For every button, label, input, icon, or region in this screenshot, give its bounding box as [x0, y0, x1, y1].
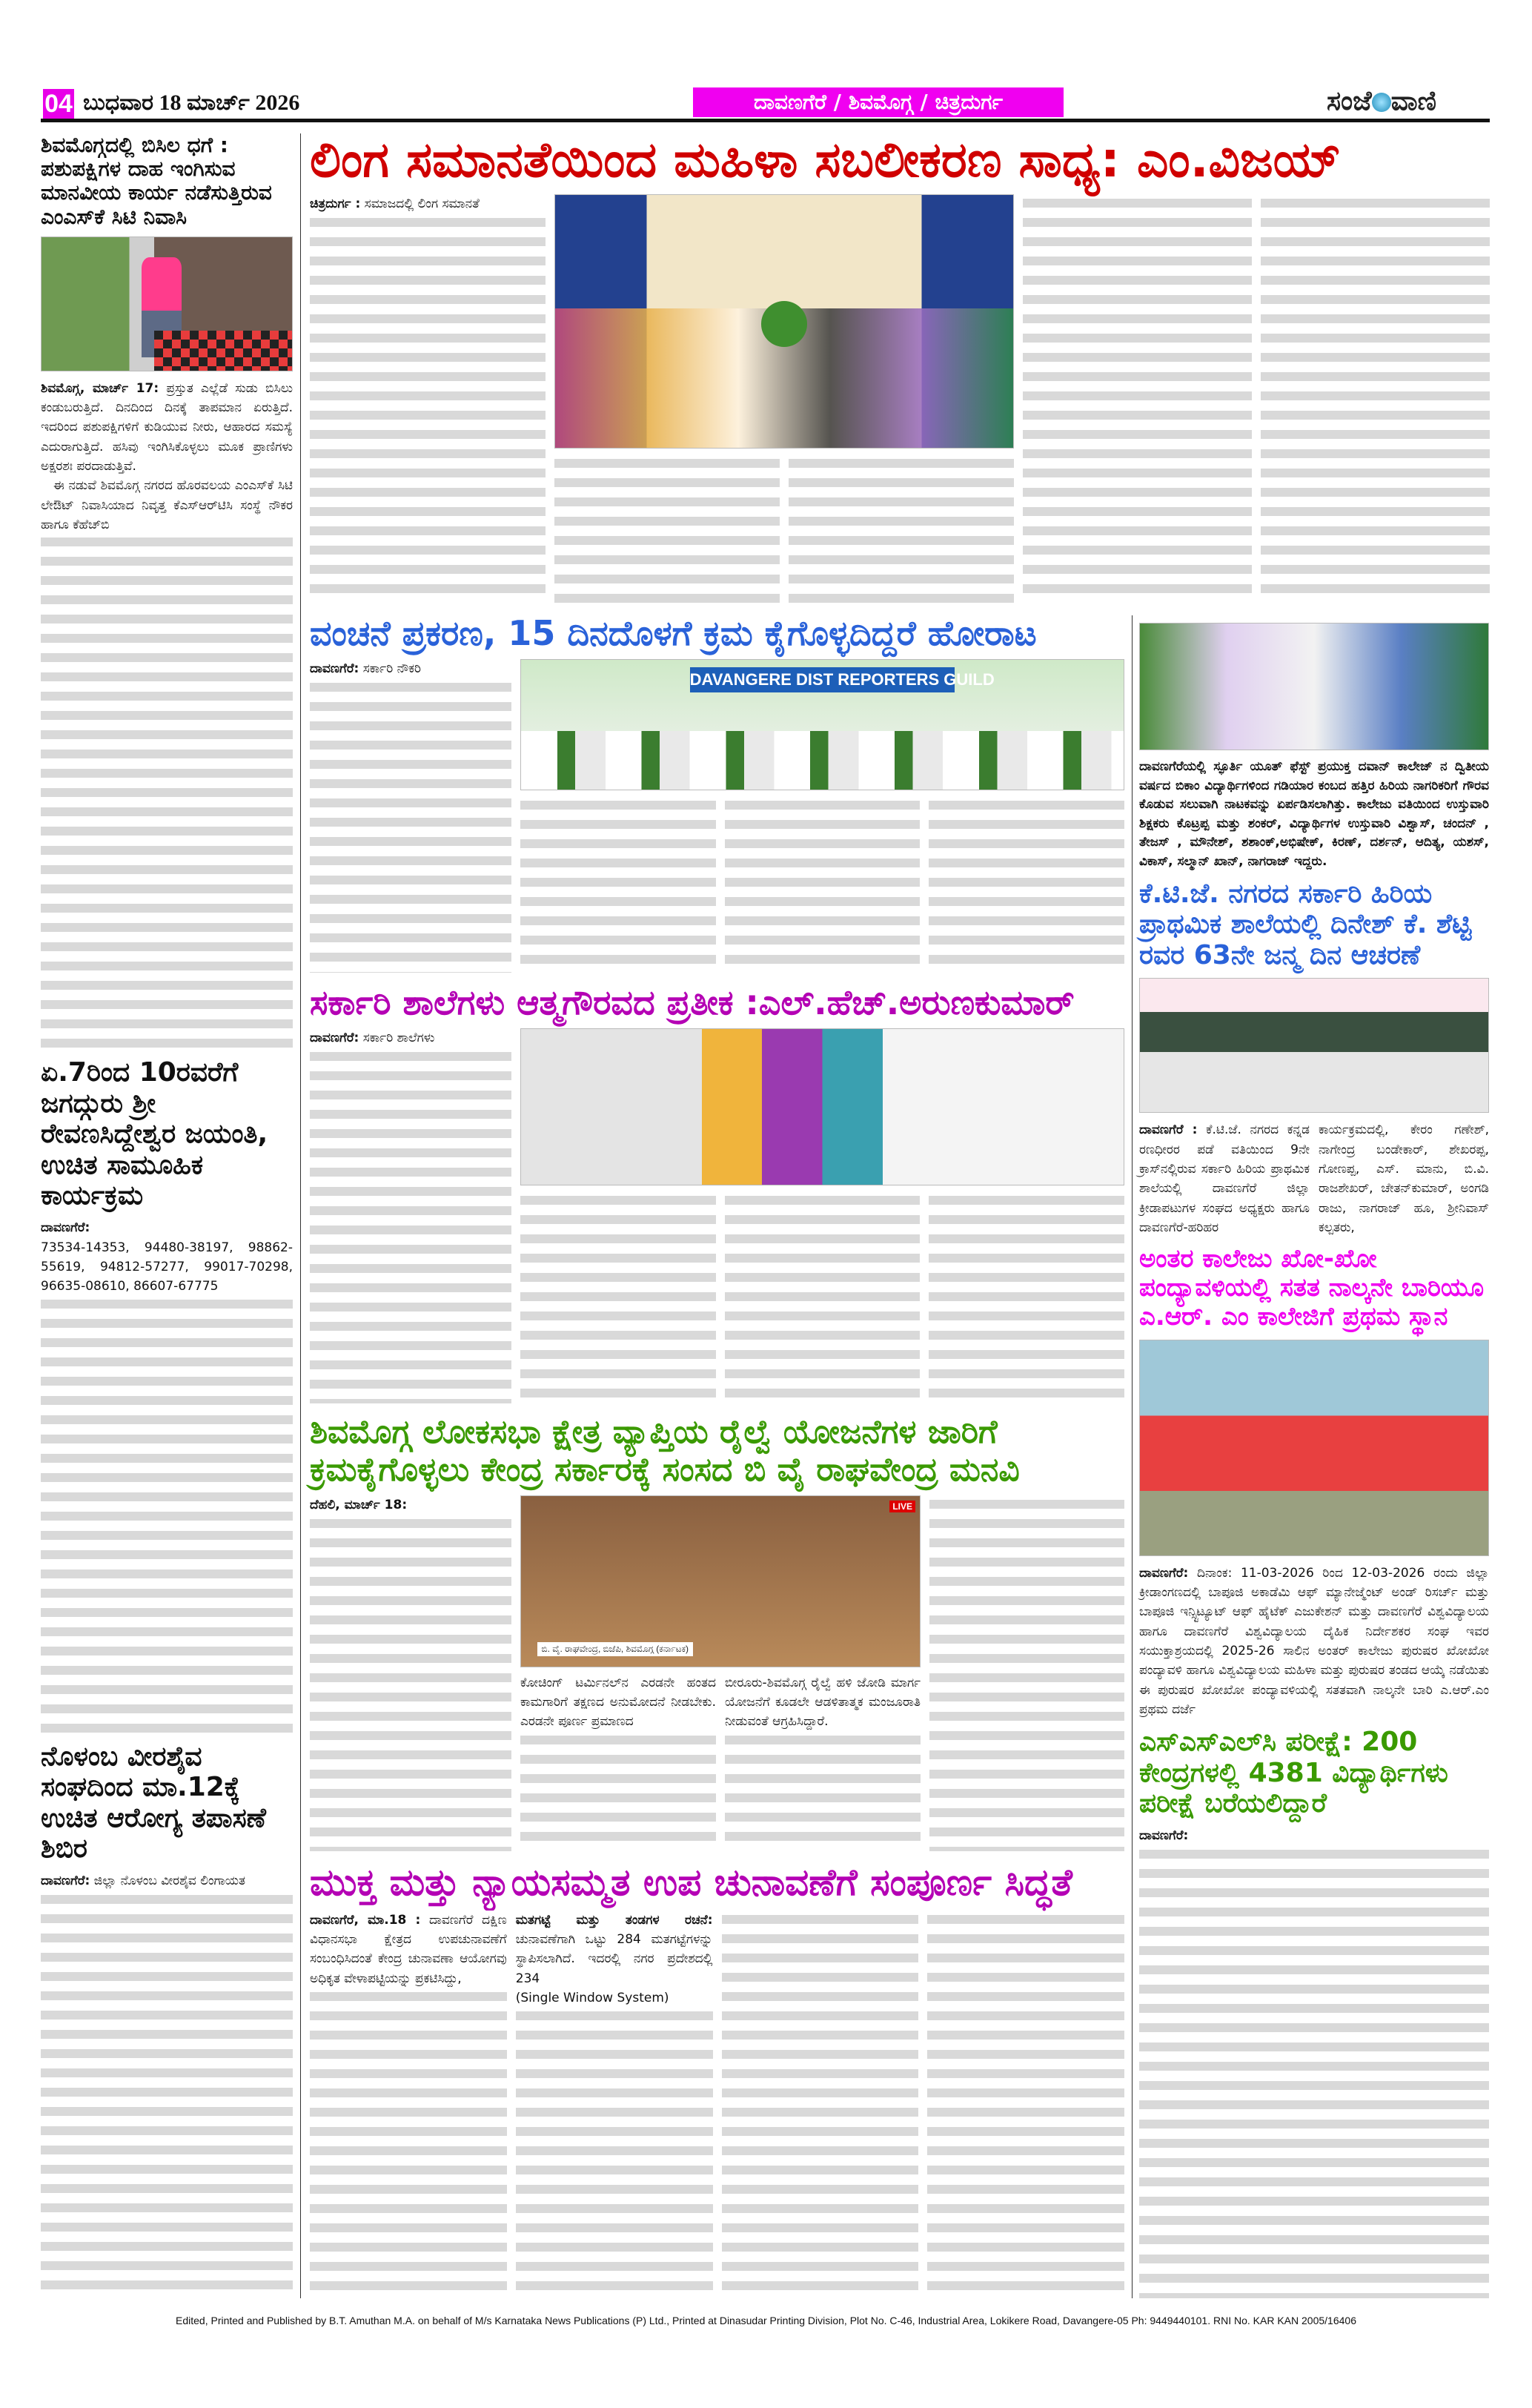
nolamba-body	[41, 1871, 293, 2298]
railway-parliament-photo	[520, 1495, 921, 1667]
dateline: ದಾವಣಗೆರೆ:	[41, 1220, 90, 1236]
railway-headline: ಶಿವಮೊಗ್ಗ ಲೋಕಸಭಾ ಕ್ಷೇತ್ರ ವ್ಯಾಪ್ತಿಯ ರೈಲ್ವೆ ಯೋಜನೆಗಳ ಜಾರಿಗೆ ಕ್ರಮಕೈಗೊಳ್ಳಲು ಕೇಂದ್ರ ಸರ್ಕಾರಕ್ಕೆ ಸಂಸದ ಬಿ ವೈ ರಾಘವೇಂದ್ರ ಮನವಿ	[310, 1413, 1020, 1489]
schools-body-col3	[725, 1191, 921, 1403]
dateline: ದಾವಣಗೆರೆ :	[1139, 1122, 1198, 1138]
right-column	[1139, 623, 1489, 2298]
body-text: ಸರ್ಕಾರಿ ನೌಕರಿ	[362, 661, 421, 676]
schools-body-col2	[520, 1191, 716, 1403]
khokho-team-photo	[1139, 1340, 1489, 1556]
fraud-body-col4	[929, 796, 1124, 973]
schools-body-col1	[310, 1028, 511, 1403]
dateline: ಚಿತ್ರದುರ್ಗ :	[310, 196, 361, 211]
globe-icon	[1372, 93, 1391, 112]
main-headline: ಲಿಂಗ ಸಮಾನತೆಯಿಂದ ಮಹಿಳಾ ಸಬಲೀಕರಣ ಸಾಧ್ಯ: ಎಂ.ವಿಜಯ್	[310, 131, 1342, 188]
khokho-body	[1139, 1564, 1489, 1720]
newspaper-logo	[1327, 86, 1436, 117]
body-text: ದಿನಾಂಕ: 11-03-2026 ರಿಂದ 12-03-2026 ರಂದು ಜಿಲ್ಲಾ ಕ್ರೀಡಾಂಗಣದಲ್ಲಿ ಬಾಪೂಜಿ ಅಕಾಡೆಮಿ ಆಫ್ ಮ್ಯಾನೇಜ್ಮೆಂಟ್ ಅಂಡ್ ರಿಸರ್ಚ್ ಮತ್ತು ಬಾಪೂಜಿ ಇನ್ಸ್ಟಿಟ್ಯೂಟ್ ಆಫ್ ಹೈಟೆಕ್ ಎಜುಕೇಶನ್ ಮತ್ತು ದಾವಣಗೆರೆ ವಿಶ್ವವಿದ್ಯಾಲಯ ಹಾಗೂ ದಾವಣಗೆರೆ ವಿಶ್ವವಿದ್ಯಾಲಯ ದೈಹಿಕ ನಿರ್ದೇಶಕರ ಸಂಘ ಇವರ ಸಯುಕ್ತಾಶ್ರಯದಲ್ಲಿ 2025-26 ಸಾಲಿನ ಅಂತರ್ ಕಾಲೇಜು ಪುರುಷರ ಖೋಖೋ ಪಂದ್ಯಾವಳಿ ಹಾಗೂ ವಿಶ್ವವಿದ್ಯಾಲಯ ಮಹಿಳಾ ಮತ್ತು ಪುರುಷರ ತಂಡದ ಆಯ್ಕೆ ನಡೆಯಿತು ಈ ಪುರುಷರ ಖೋಖೋ ಪಂದ್ಯಾವಳಿಯಲ್ಲಿ ಸತತವಾಗಿ ನಾಲ್ಕನೇ ಬಾರಿ ಎ.ಆರ್.ಎಂ ಪ್ರಥಮ ದರ್ಜೆ	[1139, 1565, 1489, 1717]
revana-headline: ಏ.7ರಿಂದ 10ರವರೆಗೆ ಜಗದ್ಗುರು ಶ್ರೀ ರೇವಣಸಿದ್ದೇಶ್ವರ ಜಯಂತಿ, ಉಚಿತ ಸಾಮೂಹಿಕ ಕಾರ್ಯಕ್ರಮ	[41, 1057, 268, 1211]
fraud-story	[310, 614, 1124, 973]
fraud-body-col2	[520, 796, 716, 973]
ktj-body-col2	[1319, 1120, 1489, 1237]
sslc-headline: ಎಸ್‌ಎಸ್‌ಎಲ್‌ಸಿ ಪರೀಕ್ಷೆ: 200 ಕೇಂದ್ರಗಳಲ್ಲಿ 4381 ವಿದ್ಯಾರ್ಥಿಗಳು ಪರೀಕ್ಷೆ ಬರೆಯಲಿದ್ದಾರೆ	[1139, 1727, 1448, 1819]
body-text: ಪ್ರಸ್ತುತ ಎಲ್ಲೆಡೆ ಸುಡು ಬಿಸಿಲು ಕಂಡುಬರುತ್ತಿದೆ. ದಿನದಿಂದ ದಿನಕ್ಕೆ ತಾಪಮಾನ ಏರುತ್ತಿದೆ. ಇದರಿಂದ ಪಶುಪಕ್ಷಿಗಳಿಗೆ ಕುಡಿಯುವ ನೀರು, ಆಹಾರದ ಸಮಸ್ಯೆ ಎದುರಾಗುತ್ತಿದೆ. ಹಸಿವು ಇಂಗಿಸಿಕೊಳ್ಳಲು ಮೂಕ ಪ್ರಾಣಿಗಳು ಅಕ್ಷರಶಃ ಪರದಾಡುತ್ತಿವೆ.	[41, 380, 293, 474]
election-headline: ಮುಕ್ತ ಮತ್ತು ನ್ಯಾಯಸಮ್ಮತ ಉಪ ಚುನಾವಣೆಗೆ ಸಂಪೂರ್ಣ ಸಿದ್ಧತೆ	[310, 1861, 1072, 1905]
ktj-headline: ಕೆ.ಟಿ.ಜೆ. ನಗರದ ಸರ್ಕಾರಿ ಹಿರಿಯ ಪ್ರಾಥಮಿಕ ಶಾಲೆಯಲ್ಲಿ ದಿನೇಶ್ ಕೆ. ಶೆಟ್ಟಿ ರವರ 63ನೇ ಜನ್ಮ ದಿನ ಆಚರಣೆ	[1139, 879, 1472, 970]
body-text: ಸಮಾಜದಲ್ಲಿ ಲಿಂಗ ಸಮಾನತೆ	[364, 196, 480, 211]
imprint-footer: Edited, Printed and Published by B.T. Amuthan M.A. on behalf of M/s Karnataka News Publications (P) Ltd., Printed at Dinasudar Printing Division, Plot No. C-46, Industrial Area, Lokikere Road, Davangere-05 Ph: 9449440101. RNI No. KAR KAN 2005/16406	[176, 2315, 1356, 2326]
main-story	[310, 132, 1490, 603]
issue-date: ಬುಧವಾರ 18 ಮಾರ್ಚ್ 2026	[83, 90, 300, 115]
body-text: ಈ ನಡುವೆ ಶಿವಮೊಗ್ಗ ನಗರದ ಹೊರವಲಯ ಎಂಎಸ್‌ಕೆ ಸಿಟಿ ಲೇಔಟ್ ನಿವಾಸಿಯಾದ ನಿವೃತ್ತ ಕೆಎಸ್‌ಆರ್‌ಟಿಸಿ ಸಂಸ್ಥೆ ನೌಕರ ಹಾಗೂ ಕೆಹೆಚ್‌ಬಿ	[41, 478, 293, 533]
main-story-photo	[554, 194, 1014, 449]
middle-column	[310, 614, 1124, 2298]
dateline: ದೆಹಲಿ, ಮಾರ್ಚ್ 18:	[310, 1497, 408, 1512]
body-text: ಕೋಚಿಂಗ್ ಟರ್ಮಿನಲ್‌ನ ಎರಡನೇ ಹಂತದ ಕಾಮಗಾರಿಗೆ ತಕ್ಷಣದ ಅನುಮೋದನೆ ನೀಡಬೇಕು. ಎರಡನೇ ಪೂರ್ಣ ಪ್ರಮಾಣದ	[520, 1673, 716, 1732]
fraud-body-col1	[310, 659, 511, 973]
guild-banner: DAVANGERE DIST REPORTERS GUILD	[690, 667, 955, 692]
election-body-col1	[310, 1911, 507, 2298]
schools-story	[310, 983, 1124, 1403]
railway-body-col4	[929, 1495, 1124, 1852]
body-text: ಜಿಲ್ಲಾ ನೊಳಂಬ ವೀರಶೈವ ಲಿಂಗಾಯತ	[93, 1873, 245, 1889]
header-divider	[41, 119, 1490, 122]
election-body-col2	[516, 1911, 713, 2298]
revana-body	[41, 1218, 293, 1734]
body-text: ಬೀರೂರು-ಶಿವಮೊಗ್ಗ ರೈಲ್ವೆ ಹಳಿ ಜೋಡಿ ಮಾರ್ಗ ಯೋಜನೆಗೆ ಕೂಡಲೇ ಆಡಳಿತಾತ್ಮಕ ಮಂಜೂರಾತಿ ನೀಡುವಂತೆ ಆಗ್ರಹಿಸಿದ್ದಾರೆ.	[725, 1673, 921, 1732]
subheading: ಮತಗಟ್ಟೆ ಮತ್ತು ತಂಡಗಳ ರಚನೆ:	[515, 1912, 713, 1928]
sslc-body	[1139, 1826, 1489, 2298]
ktj-body-col1	[1139, 1120, 1310, 1237]
ktj-event-photo	[1139, 978, 1489, 1113]
column-divider	[1132, 615, 1133, 2298]
body-text: ಕೆ.ಟಿ.ಜೆ. ನಗರದ ಕನ್ನಡ ರಣಧೀರರ ಪಡೆ ವತಿಯಿಂದ 9ನೇ ಕ್ರಾಸ್‌ನಲ್ಲಿರುವ ಸರ್ಕಾರಿ ಹಿರಿಯ ಪ್ರಾಥಮಿಕ ಶಾಲೆಯಲ್ಲಿ ದಾವಣಗೆರೆ ಜಿಲ್ಲಾ ಕ್ರೀಡಾಪಟುಗಳ ಸಂಘದ ಅಧ್ಯಕ್ಷರು ಹಾಗೂ ದಾವಣಗೆರೆ-ಹರಿಹರ	[1139, 1122, 1310, 1235]
dateline: ದಾವಣಗೆರೆ:	[1139, 1828, 1189, 1844]
fraud-body-col3	[725, 796, 921, 973]
main-body-col2	[554, 454, 780, 603]
live-badge: LIVE	[889, 1501, 915, 1512]
body-text: ಸರ್ಕಾರಿ ಶಾಲೆಗಳು	[362, 1031, 435, 1046]
college-photo-caption: ದಾವಣಗೆರೆಯಲ್ಲಿ ಸ್ಫೂರ್ತಿ ಯೂತ್ ಫೆಸ್ಟ್ ಪ್ರಯುಕ್ತ ದವಾನ್ ಕಾಲೇಜ್ ನ ದ್ವಿತೀಯ ವರ್ಷದ ಬಿಕಾಂ ವಿದ್ಯಾರ್ಥಿಗಳಿಂದ ಗಡಿಯಾರ ಕಂಬದ ಹತ್ತಿರ ಹಿರಿಯ ನಾಗರಿಕರಿಗೆ ಗೌರವ ಕೊಡುವ ಸಲುವಾಗಿ ನಾಟಕವನ್ನು ಏರ್ಪಡಿಸಲಾಗಿತ್ತು. ಕಾಲೇಜು ವತಿಯಿಂದ ಉಸ್ತುವಾರಿ ಶಿಕ್ಷಕರು ಕೊಟ್ರಪ್ಪ ಮತ್ತು ಶಂಕರ್, ವಿದ್ಯಾರ್ಥಿಗಳ ಉಸ್ತುವಾರಿ ವಿಶ್ವಾಸ್, ಚಂದನ್ , ತೇಜಸ್ , ಮೌನೇಶ್, ಶಶಾಂಕ್,ಅಭಿಷೇಕ್, ಕಿರಣ್, ದರ್ಶನ್, ಆದಿತ್ಯ, ಯಶಸ್, ವಿಕಾಸ್, ಸಲ್ಮಾನ್ ಖಾನ್, ನಾಗರಾಜ್ ಇದ್ದರು.	[1139, 759, 1489, 869]
schools-event-photo	[520, 1028, 1124, 1185]
election-story	[310, 1862, 1124, 2298]
bird-body	[41, 379, 293, 1051]
body-text: (Single Window System)	[516, 1988, 713, 2008]
dateline: ಶಿವಮೊಗ್ಗ, ಮಾರ್ಚ್ 17:	[41, 380, 159, 396]
railway-body-col3	[725, 1673, 921, 1852]
nolamba-headline: ನೊಳಂಬ ವೀರಶೈವ ಸಂಘದಿಂದ ಮಾ.12ಕ್ಕೆ ಉಚಿತ ಆರೋಗ್ಯ ತಪಾಸಣೆ ಶಿಬಿರ	[41, 1741, 266, 1865]
fraud-story-photo	[520, 659, 1124, 790]
body-text: ದಾವಣಗೆರೆ ದಕ್ಷಿಣ ವಿಧಾನಸಭಾ ಕ್ಷೇತ್ರದ ಉಪಚುನಾವಣೆಗೆ ಸಂಬಂಧಿಸಿದಂತೆ ಕೇಂದ್ರ ಚುನಾವಣಾ ಆಯೋಗವು ಅಧಿಕೃತ ವೇಳಾಪಟ್ಟಿಯನ್ನು ಪ್ರಕಟಿಸಿದ್ದು,	[310, 1912, 507, 1986]
dateline: ದಾವಣಗೆರೆ:	[310, 661, 359, 676]
dateline: ದಾವಣಗೆರೆ:	[1139, 1565, 1189, 1581]
speaker-name-tag: ಬಿ. ವೈ. ರಾಘವೇಂದ್ರ, ಬಿಜೆಪಿ, ಶಿವಮೊಗ್ಗ (ಕರ್ನಾಟಕ)	[537, 1642, 693, 1656]
schools-headline: ಸರ್ಕಾರಿ ಶಾಲೆಗಳು ಆತ್ಮಗೌರವದ ಪ್ರತೀಕ :ಎಲ್.ಹೆಚ್.ಅರುಣಕುಮಾರ್	[310, 982, 1075, 1023]
election-body-col4	[927, 1911, 1124, 2298]
main-body-col5	[1261, 194, 1490, 603]
left-column	[41, 133, 293, 2298]
logo-text-left: ಸಂಜೆ	[1327, 86, 1372, 116]
fraud-headline: ವಂಚನೆ ಪ್ರಕರಣ, 15 ದಿನದೊಳಗೆ ಕ್ರಮ ಕೈಗೊಳ್ಳದಿದ್ದರೆ ಹೋರಾಟ	[310, 613, 1037, 653]
dateline: ದಾವಣಗೆರೆ, ಮಾ.18 :	[310, 1912, 421, 1928]
body-text: ಚುನಾವಣೆಗಾಗಿ ಒಟ್ಟು 284 ಮತಗಟ್ಟೆಗಳನ್ನು ಸ್ಥಾಪಿಸಲಾಗಿದೆ. ಇದರಲ್ಲಿ ನಗರ ಪ್ರದೇಶದಲ್ಲಿ 234	[515, 1932, 713, 1986]
dateline: ದಾವಣಗೆರೆ:	[310, 1031, 359, 1046]
college-event-photo	[1139, 623, 1489, 750]
khokho-headline: ಅಂತರ ಕಾಲೇಜು ಖೋ-ಖೋ ಪಂದ್ಯಾವಳಿಯಲ್ಲಿ ಸತತ ನಾಲ್ಕನೇ ಬಾರಿಯೂ ಎ.ಆರ್. ಎಂ ಕಾಲೇಜಿಗೆ ಪ್ರಥಮ ಸ್ಥಾನ	[1139, 1244, 1485, 1332]
dateline: ದಾವಣಗೆರೆ:	[41, 1873, 90, 1889]
contact-numbers: 73534-14353, 94480-38197, 98862-55619, 94812-57277, 99017-70298, 96635-08610, 86607-67775	[41, 1238, 293, 1297]
logo-text-right: ವಾಣಿ	[1390, 86, 1437, 116]
bird-story-photo	[41, 236, 293, 371]
railway-body-col2	[520, 1673, 716, 1852]
election-body-col3	[722, 1911, 919, 2298]
main-body-col1	[310, 194, 546, 603]
section-tag: ದಾವಣಗೆರೆ / ಶಿವಮೊಗ್ಗ / ಚಿತ್ರದುರ್ಗ	[693, 87, 1064, 117]
schools-body-col4	[929, 1191, 1124, 1403]
page-number: 04	[43, 89, 74, 119]
railway-story	[310, 1414, 1124, 1851]
main-body-col4	[1023, 194, 1252, 603]
railway-body-col1	[310, 1495, 511, 1852]
main-body-col3	[789, 454, 1014, 603]
column-divider	[300, 133, 301, 2298]
bird-headline: ಶಿವಮೊಗ್ಗದಲ್ಲಿ ಬಿಸಿಲ ಧಗೆ : ಪಶುಪಕ್ಷಿಗಳ ದಾಹ ಇಂಗಿಸುವ ಮಾನವೀಯ ಕಾರ್ಯ ನಡೆಸುತ್ತಿರುವ ಎಂಎಸ್‌ಕೆ ಸಿಟಿ ನಿವಾಸಿ	[41, 133, 272, 229]
body-text: ಕಾರ್ಯಕ್ರಮದಲ್ಲಿ, ಕೇರಂ ಗಣೇಶ್, ನಾಗೇಂದ್ರ ಬಂಡೇಕಾರ್, ಶೇಖರಪ್ಪ, ಗೋಣಪ್ಪ, ಎಸ್. ಮಾನು, ಬಿ.ವಿ. ರಾಜಶೇಖರ್, ಚೇತನ್‌ಕುಮಾರ್, ಅಂಗಡಿ ರಾಜು, ನಾಗರಾಜ್ ಹೂ, ಶ್ರೀನಿವಾಸ್ ಕಲ್ಪತರು,	[1319, 1120, 1489, 1237]
